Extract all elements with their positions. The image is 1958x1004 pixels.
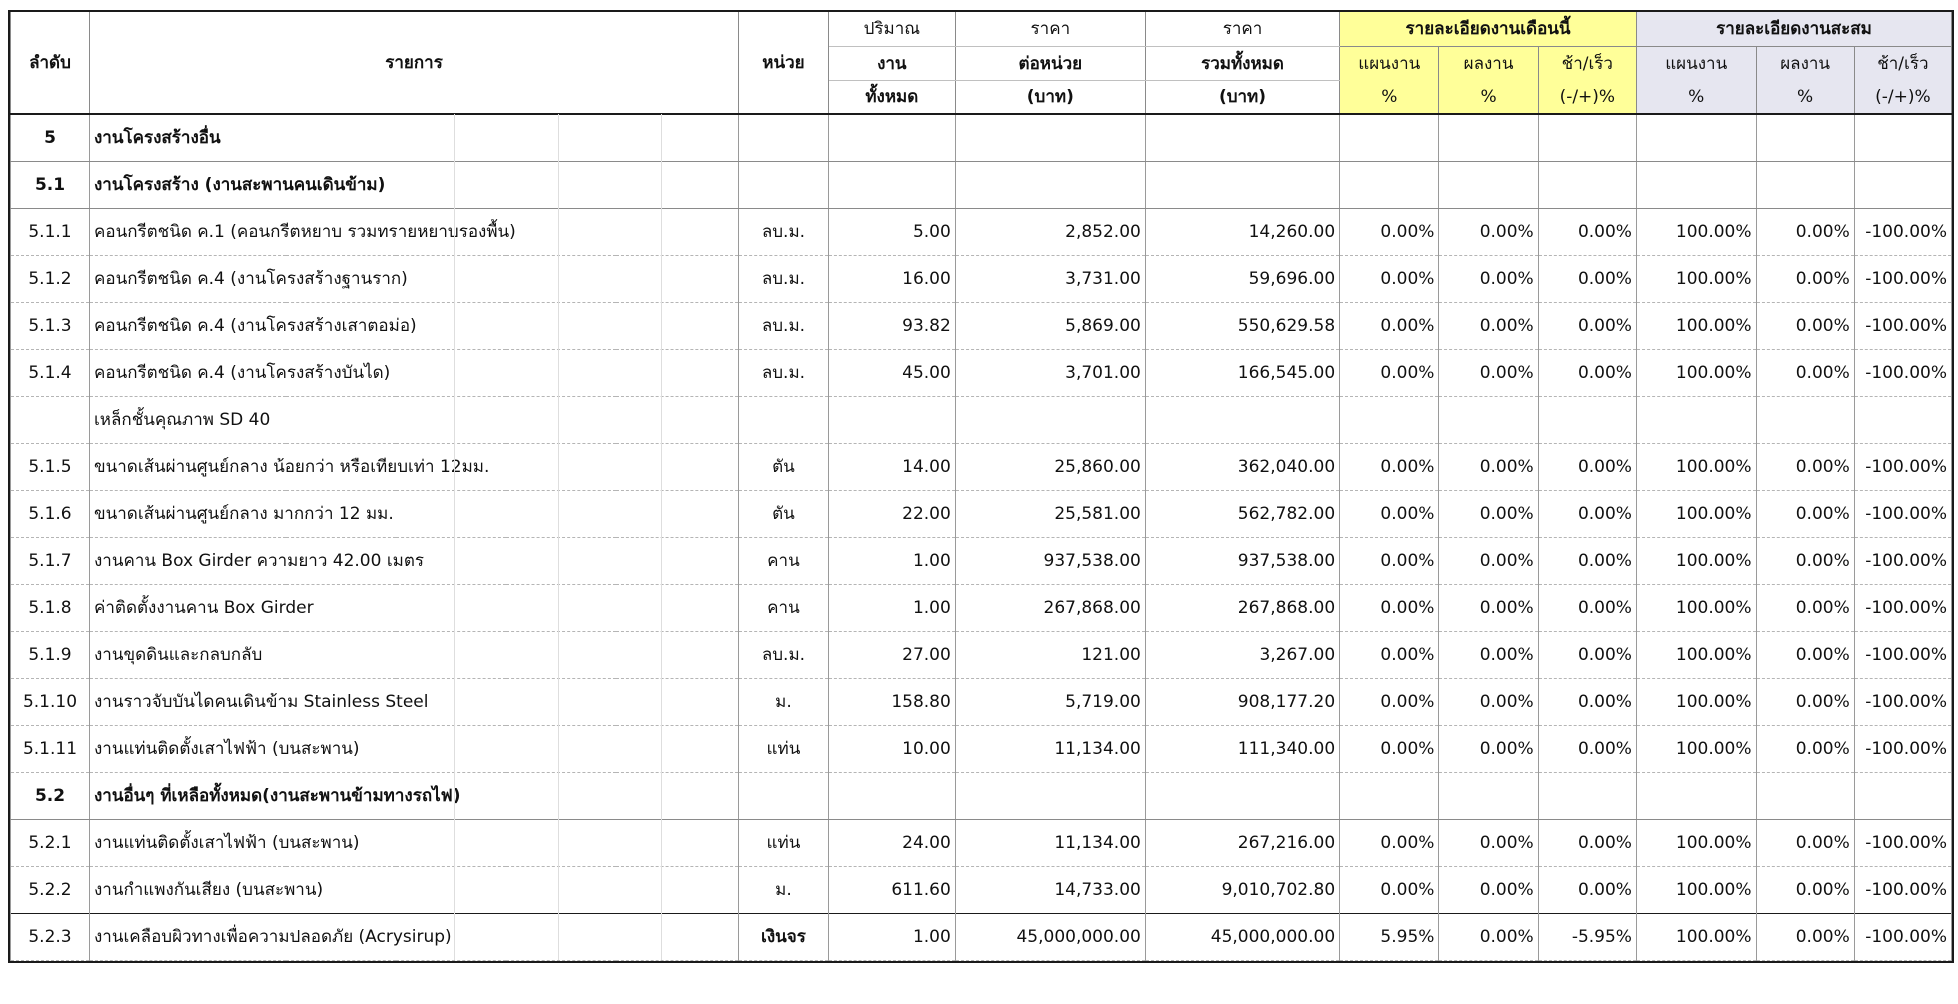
row-qty (828, 114, 955, 161)
row-month-diff: -5.95% (1538, 913, 1636, 960)
row-qty: 27.00 (828, 631, 955, 678)
header-cum-plan: แผนงาน (1636, 46, 1756, 80)
row-cum-result: 0.00% (1756, 537, 1854, 584)
row-cum-result: 0.00% (1756, 490, 1854, 537)
row-total: 111,340.00 (1145, 725, 1339, 772)
row-cum-diff (1854, 396, 1951, 443)
row-cum-plan: 100.00% (1636, 866, 1756, 913)
row-qty: 611.60 (828, 866, 955, 913)
row-item: คอนกรีตชนิด ค.4 (งานโครงสร้างบันได) (90, 349, 739, 396)
row-unit-price: 25,860.00 (955, 443, 1145, 490)
row-total: 937,538.00 (1145, 537, 1339, 584)
row-qty: 1.00 (828, 913, 955, 960)
row-month-plan: 0.00% (1340, 537, 1439, 584)
header-qty-2: งาน (828, 46, 955, 80)
header-month-diff-unit: (-/+)% (1538, 80, 1636, 114)
row-cum-plan (1636, 161, 1756, 208)
row-month-diff: 0.00% (1538, 208, 1636, 255)
table-row (11, 161, 1952, 208)
row-unit-price: 5,719.00 (955, 678, 1145, 725)
row-month-plan (1340, 161, 1439, 208)
row-unit (739, 161, 829, 208)
table-row (11, 349, 1952, 396)
row-month-diff: 0.00% (1538, 490, 1636, 537)
row-item: คอนกรีตชนิด ค.4 (งานโครงสร้างฐานราก) (90, 255, 739, 302)
row-month-result: 0.00% (1439, 443, 1538, 490)
row-cum-diff: -100.00% (1854, 584, 1951, 631)
row-item: งานแท่นติดตั้งเสาไฟฟ้า (บนสะพาน) (90, 819, 739, 866)
row-seq: 5.1.11 (11, 725, 90, 772)
table-header (11, 12, 1952, 114)
row-cum-result: 0.00% (1756, 866, 1854, 913)
header-qty-3: ทั้งหมด (828, 80, 955, 114)
row-cum-plan: 100.00% (1636, 490, 1756, 537)
header-unit-price-1: ราคา (955, 12, 1145, 46)
header-month-plan: แผนงาน (1340, 46, 1439, 80)
row-month-result: 0.00% (1439, 255, 1538, 302)
row-cum-result (1756, 396, 1854, 443)
header-seq: ลำดับ (11, 12, 90, 114)
row-qty: 1.00 (828, 584, 955, 631)
row-total: 9,010,702.80 (1145, 866, 1339, 913)
row-month-result: 0.00% (1439, 913, 1538, 960)
row-unit-price: 25,581.00 (955, 490, 1145, 537)
row-month-diff (1538, 396, 1636, 443)
table-body (11, 114, 1952, 960)
row-month-plan: 0.00% (1340, 819, 1439, 866)
header-unit: หน่วย (739, 12, 829, 114)
row-unit-price: 14,733.00 (955, 866, 1145, 913)
row-cum-plan: 100.00% (1636, 208, 1756, 255)
row-month-result: 0.00% (1439, 631, 1538, 678)
table-row (11, 913, 1952, 960)
row-total: 59,696.00 (1145, 255, 1339, 302)
row-item: งานแท่นติดตั้งเสาไฟฟ้า (บนสะพาน) (90, 725, 739, 772)
row-month-plan: 0.00% (1340, 725, 1439, 772)
table-row (11, 772, 1952, 819)
row-seq: 5.1.8 (11, 584, 90, 631)
row-qty: 158.80 (828, 678, 955, 725)
row-month-plan: 0.00% (1340, 255, 1439, 302)
row-cum-diff: -100.00% (1854, 725, 1951, 772)
row-seq: 5.1.2 (11, 255, 90, 302)
header-unit-price-3: (บาท) (955, 80, 1145, 114)
row-cum-plan: 100.00% (1636, 819, 1756, 866)
row-cum-plan (1636, 772, 1756, 819)
row-qty: 93.82 (828, 302, 955, 349)
row-month-diff: 0.00% (1538, 631, 1636, 678)
table-row (11, 819, 1952, 866)
header-unit-price-2: ต่อหน่วย (955, 46, 1145, 80)
row-cum-diff: -100.00% (1854, 490, 1951, 537)
row-month-diff: 0.00% (1538, 725, 1636, 772)
row-total: 267,868.00 (1145, 584, 1339, 631)
row-seq: 5.1.9 (11, 631, 90, 678)
table-row (11, 302, 1952, 349)
row-total: 562,782.00 (1145, 490, 1339, 537)
row-unit: ตัน (739, 490, 829, 537)
row-month-result (1439, 396, 1538, 443)
row-unit-price: 45,000,000.00 (955, 913, 1145, 960)
row-month-plan (1340, 772, 1439, 819)
row-item: ขนาดเส้นผ่านศูนย์กลาง มากกว่า 12 มม. (90, 490, 739, 537)
row-month-plan: 0.00% (1340, 631, 1439, 678)
row-item: เหล็กชั้นคุณภาพ SD 40 (90, 396, 739, 443)
row-unit (739, 772, 829, 819)
header-total-2: รวมทั้งหมด (1145, 46, 1339, 80)
header-total-1: ราคา (1145, 12, 1339, 46)
header-total-3: (บาท) (1145, 80, 1339, 114)
row-cum-result: 0.00% (1756, 443, 1854, 490)
row-seq: 5.1.6 (11, 490, 90, 537)
row-cum-result: 0.00% (1756, 819, 1854, 866)
row-qty: 45.00 (828, 349, 955, 396)
header-month-result-unit: % (1439, 80, 1538, 114)
row-month-diff: 0.00% (1538, 537, 1636, 584)
table-row (11, 114, 1952, 161)
row-month-diff: 0.00% (1538, 584, 1636, 631)
header-month-plan-unit: % (1340, 80, 1439, 114)
row-unit (739, 114, 829, 161)
row-total: 550,629.58 (1145, 302, 1339, 349)
row-seq: 5.1.7 (11, 537, 90, 584)
row-cum-result: 0.00% (1756, 302, 1854, 349)
row-cum-result: 0.00% (1756, 631, 1854, 678)
row-month-plan: 5.95% (1340, 913, 1439, 960)
header-item: รายการ (90, 12, 739, 114)
row-cum-plan: 100.00% (1636, 678, 1756, 725)
row-cum-plan: 100.00% (1636, 443, 1756, 490)
row-month-plan: 0.00% (1340, 443, 1439, 490)
row-month-result: 0.00% (1439, 725, 1538, 772)
row-unit-price: 11,134.00 (955, 725, 1145, 772)
row-cum-diff: -100.00% (1854, 678, 1951, 725)
row-month-result: 0.00% (1439, 208, 1538, 255)
row-month-plan: 0.00% (1340, 584, 1439, 631)
row-cum-plan: 100.00% (1636, 537, 1756, 584)
row-qty: 10.00 (828, 725, 955, 772)
row-unit: ม. (739, 866, 829, 913)
row-month-diff: 0.00% (1538, 255, 1636, 302)
row-unit: ลบ.ม. (739, 255, 829, 302)
row-cum-result: 0.00% (1756, 255, 1854, 302)
row-unit: คาน (739, 537, 829, 584)
row-cum-diff: -100.00% (1854, 302, 1951, 349)
row-cum-diff: -100.00% (1854, 349, 1951, 396)
row-cum-result: 0.00% (1756, 349, 1854, 396)
row-cum-result: 0.00% (1756, 725, 1854, 772)
row-month-plan: 0.00% (1340, 302, 1439, 349)
row-seq: 5.2.1 (11, 819, 90, 866)
header-month-group: รายละเอียดงานเดือนนี้ (1340, 12, 1637, 46)
table-row (11, 208, 1952, 255)
row-seq: 5.1 (11, 161, 90, 208)
row-item: ค่าติดตั้งงานคาน Box Girder (90, 584, 739, 631)
row-cum-diff: -100.00% (1854, 208, 1951, 255)
row-seq: 5.1.10 (11, 678, 90, 725)
boq-table (10, 12, 1952, 961)
row-total: 362,040.00 (1145, 443, 1339, 490)
table-row (11, 443, 1952, 490)
row-item: งานโครงสร้าง (งานสะพานคนเดินข้าม) (90, 161, 739, 208)
row-unit: เงินจร (739, 913, 829, 960)
table-row (11, 866, 1952, 913)
row-month-plan: 0.00% (1340, 866, 1439, 913)
row-month-plan: 0.00% (1340, 678, 1439, 725)
row-total (1145, 114, 1339, 161)
row-item: งานอื่นๆ ที่เหลือทั้งหมด(งานสะพานข้ามทางรถไฟ) (90, 772, 739, 819)
header-month-result: ผลงาน (1439, 46, 1538, 80)
row-cum-plan (1636, 396, 1756, 443)
row-item: งานขุดดินและกลบกลับ (90, 631, 739, 678)
row-cum-plan: 100.00% (1636, 913, 1756, 960)
row-qty: 5.00 (828, 208, 955, 255)
row-month-plan: 0.00% (1340, 349, 1439, 396)
row-month-result (1439, 161, 1538, 208)
row-cum-plan: 100.00% (1636, 255, 1756, 302)
row-unit-price: 121.00 (955, 631, 1145, 678)
row-cum-diff: -100.00% (1854, 913, 1951, 960)
row-total (1145, 161, 1339, 208)
row-total: 45,000,000.00 (1145, 913, 1339, 960)
row-cum-diff: -100.00% (1854, 631, 1951, 678)
table-row (11, 725, 1952, 772)
row-unit-price (955, 396, 1145, 443)
row-month-result: 0.00% (1439, 678, 1538, 725)
row-month-diff: 0.00% (1538, 443, 1636, 490)
row-unit-price (955, 161, 1145, 208)
row-unit-price: 5,869.00 (955, 302, 1145, 349)
header-qty-1: ปริมาณ (828, 12, 955, 46)
row-unit: ลบ.ม. (739, 302, 829, 349)
row-cum-diff: -100.00% (1854, 866, 1951, 913)
row-month-result (1439, 114, 1538, 161)
row-unit: ลบ.ม. (739, 631, 829, 678)
row-cum-diff: -100.00% (1854, 819, 1951, 866)
row-month-diff: 0.00% (1538, 349, 1636, 396)
table-row (11, 631, 1952, 678)
row-unit-price (955, 114, 1145, 161)
row-month-result: 0.00% (1439, 819, 1538, 866)
row-cum-diff (1854, 114, 1951, 161)
header-cum-plan-unit: % (1636, 80, 1756, 114)
row-month-plan (1340, 114, 1439, 161)
row-cum-diff: -100.00% (1854, 255, 1951, 302)
table-row (11, 255, 1952, 302)
row-cum-plan: 100.00% (1636, 725, 1756, 772)
row-cum-result: 0.00% (1756, 584, 1854, 631)
row-seq: 5.1.1 (11, 208, 90, 255)
row-unit: แท่น (739, 819, 829, 866)
row-seq: 5.2 (11, 772, 90, 819)
row-unit-price: 3,731.00 (955, 255, 1145, 302)
row-cum-result (1756, 114, 1854, 161)
row-total: 166,545.00 (1145, 349, 1339, 396)
row-cum-diff (1854, 772, 1951, 819)
table-row (11, 678, 1952, 725)
row-cum-result: 0.00% (1756, 208, 1854, 255)
row-cum-plan (1636, 114, 1756, 161)
row-unit: ตัน (739, 443, 829, 490)
row-month-diff: 0.00% (1538, 302, 1636, 349)
row-qty: 14.00 (828, 443, 955, 490)
row-item: คอนกรีตชนิด ค.4 (งานโครงสร้างเสาตอม่อ) (90, 302, 739, 349)
row-cum-diff: -100.00% (1854, 443, 1951, 490)
row-cum-plan: 100.00% (1636, 631, 1756, 678)
row-cum-diff (1854, 161, 1951, 208)
row-seq: 5.2.2 (11, 866, 90, 913)
row-unit-price: 11,134.00 (955, 819, 1145, 866)
row-unit-price: 3,701.00 (955, 349, 1145, 396)
header-cum-result-unit: % (1756, 80, 1854, 114)
row-item: งานกำแพงกันเสียง (บนสะพาน) (90, 866, 739, 913)
row-total (1145, 772, 1339, 819)
row-qty: 1.00 (828, 537, 955, 584)
row-month-diff (1538, 114, 1636, 161)
row-total: 3,267.00 (1145, 631, 1339, 678)
row-month-plan: 0.00% (1340, 208, 1439, 255)
row-seq (11, 396, 90, 443)
row-unit: แท่น (739, 725, 829, 772)
row-unit: ลบ.ม. (739, 208, 829, 255)
row-month-result: 0.00% (1439, 349, 1538, 396)
table-row (11, 490, 1952, 537)
row-total (1145, 396, 1339, 443)
header-cum-result: ผลงาน (1756, 46, 1854, 80)
row-unit: ม. (739, 678, 829, 725)
row-month-diff: 0.00% (1538, 866, 1636, 913)
row-unit-price: 937,538.00 (955, 537, 1145, 584)
row-item: ขนาดเส้นผ่านศูนย์กลาง น้อยกว่า หรือเทียบเท่า 12มม. (90, 443, 739, 490)
row-item: งานโครงสร้างอื่น (90, 114, 739, 161)
row-qty (828, 396, 955, 443)
row-item: งานเคลือบผิวทางเพื่อความปลอดภัย (Acrysirup) (90, 913, 739, 960)
row-month-result: 0.00% (1439, 302, 1538, 349)
row-unit (739, 396, 829, 443)
row-total: 14,260.00 (1145, 208, 1339, 255)
row-seq: 5.1.4 (11, 349, 90, 396)
table-row (11, 584, 1952, 631)
table-row (11, 537, 1952, 584)
table-row (11, 396, 1952, 443)
row-month-diff: 0.00% (1538, 678, 1636, 725)
boq-progress-sheet (8, 10, 1954, 963)
row-month-diff: 0.00% (1538, 819, 1636, 866)
row-month-result: 0.00% (1439, 584, 1538, 631)
row-unit: คาน (739, 584, 829, 631)
row-total: 908,177.20 (1145, 678, 1339, 725)
row-month-diff (1538, 161, 1636, 208)
row-seq: 5.1.3 (11, 302, 90, 349)
row-qty: 24.00 (828, 819, 955, 866)
row-cum-result (1756, 161, 1854, 208)
row-qty: 16.00 (828, 255, 955, 302)
row-item: คอนกรีตชนิด ค.1 (คอนกรีตหยาบ รวมทรายหยาบรองพื้น) (90, 208, 739, 255)
row-unit: ลบ.ม. (739, 349, 829, 396)
row-qty (828, 772, 955, 819)
row-unit-price (955, 772, 1145, 819)
row-unit-price: 2,852.00 (955, 208, 1145, 255)
row-month-result: 0.00% (1439, 866, 1538, 913)
row-cum-plan: 100.00% (1636, 349, 1756, 396)
row-month-result: 0.00% (1439, 490, 1538, 537)
header-cum-diff-unit: (-/+)% (1854, 80, 1951, 114)
row-seq: 5.1.5 (11, 443, 90, 490)
header-cum-diff: ช้า/เร็ว (1854, 46, 1951, 80)
row-cum-result: 0.00% (1756, 678, 1854, 725)
row-qty (828, 161, 955, 208)
row-seq: 5 (11, 114, 90, 161)
row-month-result (1439, 772, 1538, 819)
row-item: งานคาน Box Girder ความยาว 42.00 เมตร (90, 537, 739, 584)
header-cumulative-group: รายละเอียดงานสะสม (1636, 12, 1951, 46)
row-month-result: 0.00% (1439, 537, 1538, 584)
row-cum-diff: -100.00% (1854, 537, 1951, 584)
row-cum-plan: 100.00% (1636, 302, 1756, 349)
header-month-diff: ช้า/เร็ว (1538, 46, 1636, 80)
row-month-plan: 0.00% (1340, 490, 1439, 537)
row-cum-plan: 100.00% (1636, 584, 1756, 631)
row-qty: 22.00 (828, 490, 955, 537)
row-month-diff (1538, 772, 1636, 819)
row-cum-result: 0.00% (1756, 913, 1854, 960)
row-month-plan (1340, 396, 1439, 443)
row-seq: 5.2.3 (11, 913, 90, 960)
row-item: งานราวจับบันไดคนเดินข้าม Stainless Steel (90, 678, 739, 725)
row-cum-result (1756, 772, 1854, 819)
row-unit-price: 267,868.00 (955, 584, 1145, 631)
row-total: 267,216.00 (1145, 819, 1339, 866)
